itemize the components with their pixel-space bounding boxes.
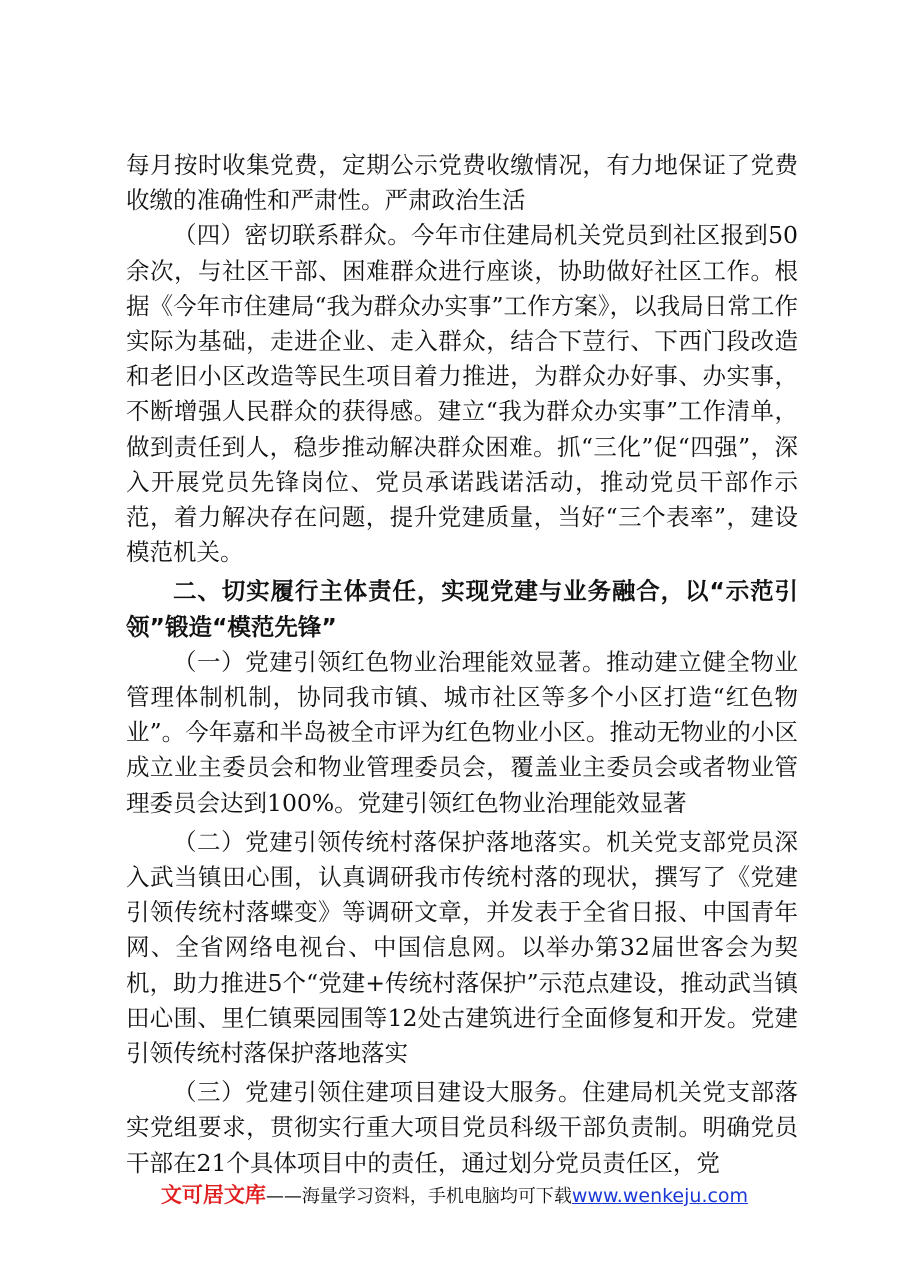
section-heading-two: 二、切实履行主体责任，实现党建与业务融合，以“示范引领”锻造“模范先锋” [126,577,798,641]
paragraph-contact-masses: （四）密切联系群众。今年市住建局机关党员到社区报到50余次，与社区干部、困难群众进行座谈，协助做好社区工作。根据《今年市住建局“我为群众办实事”工作方案》，以我局日常工作实际为基础，走进企业、走入群众，结合下荳行、下西门段改造和老旧小区改造等民生项目着力推进，为群众办好事、办实事，不断增强人民群众的获得感。建立“我为群众办实事”工作清单，做到责任到人，稳步推动解决群众困难。抓“三化”促“四强”，深入开展党员先锋岗位、党员承诺践诺活动，推动党员干部作示范，着力解决存在问题，提升党建质量，当好“三个表率”，建设模范机关。 [126,221,798,567]
footer-banner [0,1180,909,1212]
paragraph-red-property: （一）党建引领红色物业治理能效显著。推动建立健全物业管理体制机制，协同我市镇、城市社区等多个小区打造“红色物业”。今年嘉和半岛被全市评为红色物业小区。推动无物业的小区成立业主委员会和物业管理委员会，覆盖业主委员会或者物业管理委员会达到100%。党建引领红色物业治理能效显著 [126,647,798,817]
document-body [126,148,798,1181]
paragraph-party-dues-continued: 每月按时收集党费，定期公示党费收缴情况，有力地保证了党费收缴的准确性和严肃性。严肃政治生活 [126,151,798,215]
paragraph-traditional-villages: （二）党建引领传统村落保护落地落实。机关党支部党员深入武当镇田心围，认真调研我市传统村落的现状，撰写了《党建引领传统村落蝶变》等调研文章，并发表于全省日报、中国青年网、全省网络电视台、中国信息网。以举办第32届世客会为契机，助力推进5个“党建+传统村落保护”示范点建设，推动武当镇田心围、里仁镇栗园围等12处古建筑进行全面修复和开发。党建引领传统村落保护落地落实 [126,827,798,1068]
footer-url-link[interactable]: www.wenkeju.com [571,1185,749,1207]
footer-brand: 文可居文库 [160,1183,266,1207]
footer-tagline: ——海量学习资料，手机电脑均可下载 [265,1186,572,1207]
paragraph-project-service: （三）党建引领住建项目建设大服务。住建局机关党支部落实党组要求，贯彻实行重大项目党员科级干部负责制。明确党员干部在21个具体项目中的责任，通过划分党员责任区，党 [126,1078,798,1177]
